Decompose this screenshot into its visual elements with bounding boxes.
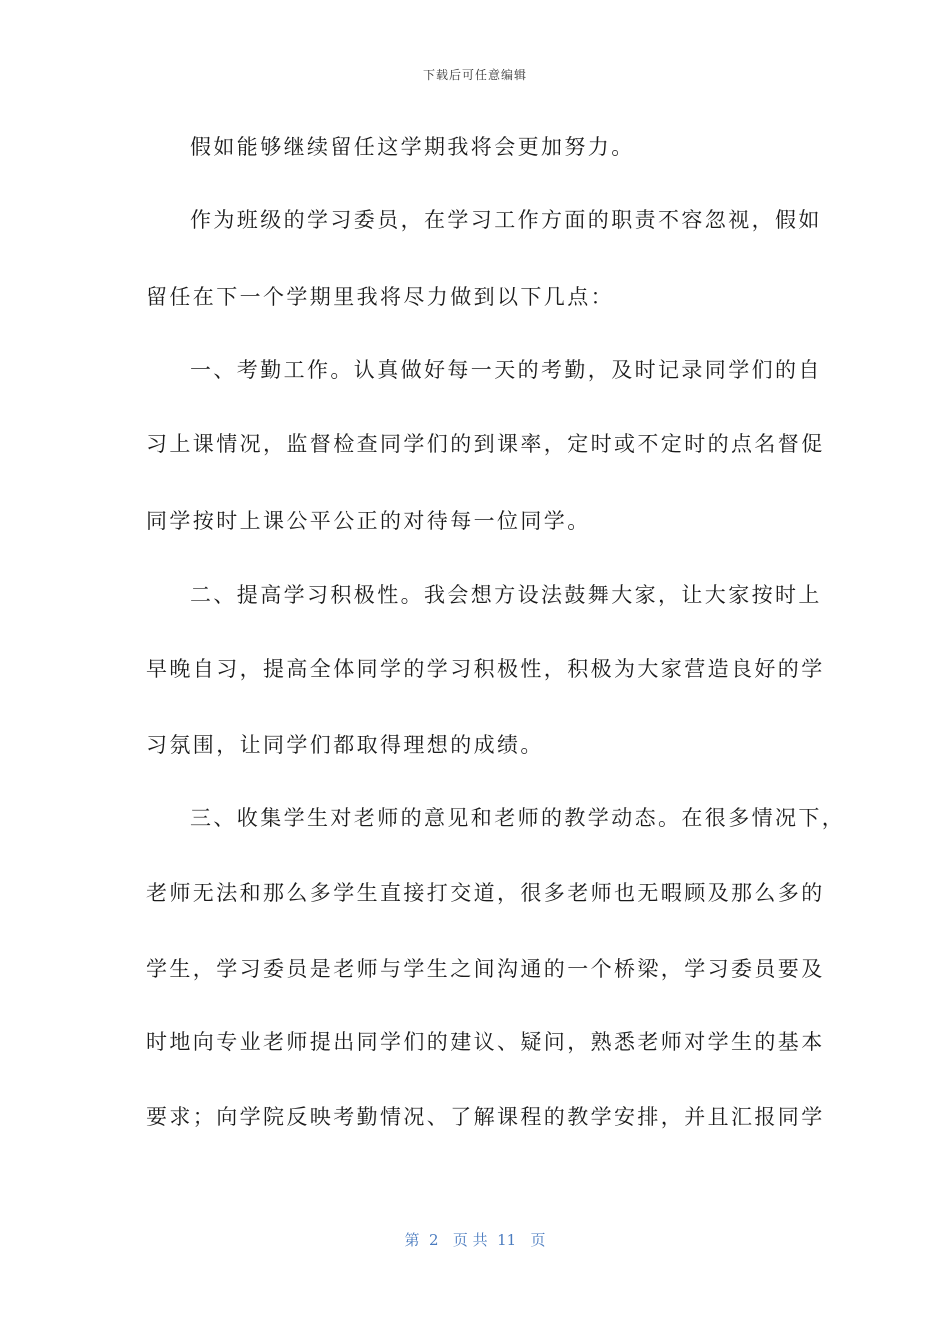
paragraph-line: 学生，学习委员是老师与学生之间沟通的一个桥梁，学习委员要及 (146, 957, 825, 981)
paragraph-line: 要求；向学院反映考勤情况、了解课程的教学安排，并且汇报同学 (146, 1105, 825, 1129)
page-number-footer: 第 2 页 共 11 页 (404, 1231, 546, 1249)
paragraph-line: 同学按时上课公平公正的对待每一位同学。 (146, 509, 591, 533)
page-header: 下载后可任意编辑 (422, 68, 527, 82)
paragraph-line: 留任在下一个学期里我将尽力做到以下几点： (146, 285, 614, 309)
paragraph-line: 一、考勤工作。认真做好每一天的考勤，及时记录同学们的自 (190, 358, 822, 382)
paragraph-line: 假如能够继续留任这学期我将会更加努力。 (190, 135, 635, 159)
paragraph-line: 习上课情况，监督检查同学们的到课率，定时或不定时的点名督促 (146, 432, 825, 456)
paragraph-line: 时地向专业老师提出同学们的建议、疑问，熟悉老师对学生的基本 (146, 1030, 825, 1054)
paragraph-line: 习氛围，让同学们都取得理想的成绩。 (146, 733, 544, 757)
paragraph-line: 三、收集学生对老师的意见和老师的教学动态。在很多情况下， (190, 806, 846, 830)
paragraph-line: 作为班级的学习委员，在学习工作方面的职责不容忽视，假如 (190, 208, 822, 232)
paragraph-line: 二、提高学习积极性。我会想方设法鼓舞大家，让大家按时上 (190, 583, 822, 607)
paragraph-line: 早晚自习，提高全体同学的学习积极性，积极为大家营造良好的学 (146, 657, 825, 681)
paragraph-line: 老师无法和那么多学生直接打交道，很多老师也无暇顾及那么多的 (146, 881, 825, 905)
